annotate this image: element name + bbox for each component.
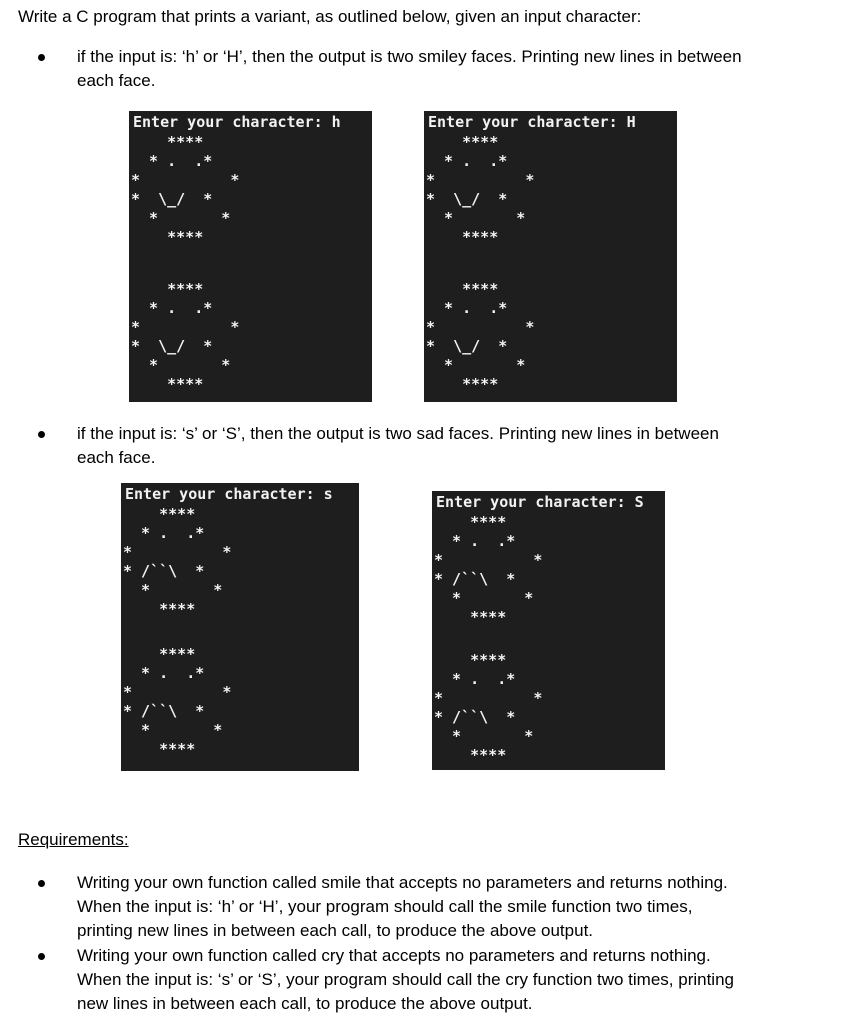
requirement-line: Writing your own function called smile that accepts no parameters and returns nothing.: [77, 873, 728, 892]
requirement-line: new lines in between each call, to produce the above output.: [77, 994, 533, 1013]
terminal-prompt: Enter your character: s: [125, 485, 333, 503]
terminal-s-lower: [121, 483, 359, 771]
bullet-dot: [38, 54, 45, 61]
terminal-s-upper: [432, 491, 665, 770]
terminal-prompt: Enter your character: H: [428, 113, 636, 131]
sad-face: **** * . .* * * * /``\ * * * ****: [434, 513, 543, 626]
bullet-sad-text: [77, 422, 817, 470]
requirement-line: printing new lines in between each call, to produce the above output.: [77, 921, 594, 940]
bullet-dot: [38, 880, 45, 887]
requirements-heading: Requirements:: [18, 830, 129, 849]
requirement-cry: [77, 944, 817, 1016]
terminal-h-upper: [424, 111, 677, 402]
smiley-face: **** * . .* * * * \_/ * * * ****: [131, 133, 240, 246]
requirement-smile: [77, 871, 817, 943]
terminal-prompt: Enter your character: h: [133, 113, 341, 131]
requirement-line: When the input is: ‘h’ or ‘H’, your program should call the smile function two times,: [77, 897, 693, 916]
requirement-line: When the input is: ‘s’ or ‘S’, your program should call the cry function two times, printing: [77, 970, 734, 989]
bullet-dot: [38, 431, 45, 438]
bullet-happy-text: [77, 45, 817, 93]
bullet-happy-line1: if the input is: ‘h’ or ‘H’, then the output is two smiley faces. Printing new lines in between: [77, 47, 742, 66]
terminal-h-lower: [129, 111, 372, 402]
sad-face: **** * . .* * * * /``\ * * * ****: [434, 651, 543, 764]
smiley-face: **** * . .* * * * \_/ * * * ****: [426, 280, 535, 393]
bullet-dot: [38, 953, 45, 960]
requirement-line: Writing your own function called cry that accepts no parameters and returns nothing.: [77, 946, 711, 965]
sad-face: **** * . .* * * * /``\ * * * ****: [123, 645, 232, 758]
terminal-prompt: Enter your character: S: [436, 493, 644, 511]
sad-face: **** * . .* * * * /``\ * * * ****: [123, 505, 232, 618]
bullet-sad-line1: if the input is: ‘s’ or ‘S’, then the output is two sad faces. Printing new lines in between: [77, 424, 719, 443]
intro-text: Write a C program that prints a variant, as outlined below, given an input character:: [18, 7, 642, 26]
smiley-face: **** * . .* * * * \_/ * * * ****: [426, 133, 535, 246]
bullet-sad-line2: each face.: [77, 448, 156, 467]
bullet-happy-line2: each face.: [77, 71, 156, 90]
smiley-face: **** * . .* * * * \_/ * * * ****: [131, 280, 240, 393]
